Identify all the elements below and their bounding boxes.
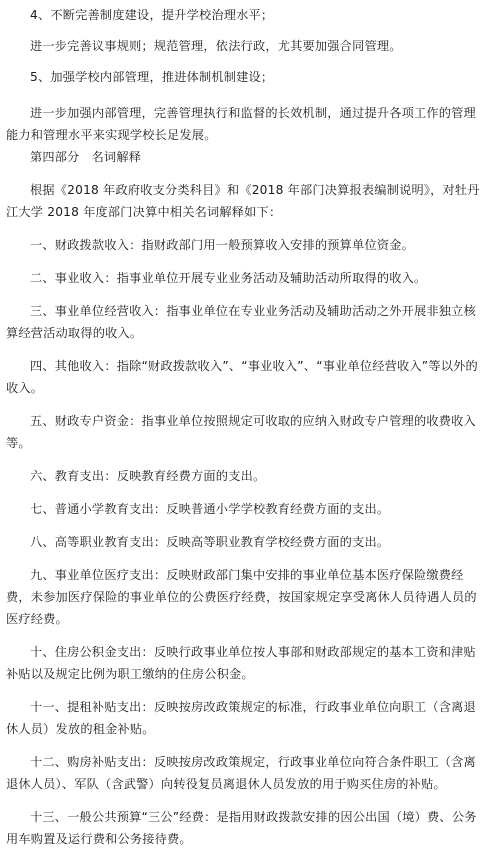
term-3: 三、事业单位经营收入：指事业单位在专业业务活动及辅助活动之外开展非独立核算经营活动取得的收入。 xyxy=(6,304,476,340)
section-label: 第四部分 xyxy=(30,150,80,164)
term-4: 四、其他收入：指除“财政拨款收入”、“事业收入”、“事业单位经营收入”等以外的收入。 xyxy=(6,359,478,395)
term-9: 九、事业单位医疗支出：反映财政部门集中安排的事业单位基本医疗保险缴费经费，未参加医疗保险的事业单位的公费医疗经费，按国家规定享受离休人员待遇人员的医疗经费。 xyxy=(6,568,477,626)
paragraph-item-5-detail: 进一步加强内部管理，完善管理执行和监督的长效机制，通过提升各项工作的管理能力和管理水平来实现学校长足发展。 xyxy=(6,106,476,142)
section-title: 名词解释 xyxy=(91,150,142,164)
term-6: 六、教育支出：反映教育经费方面的支出。 xyxy=(30,469,266,483)
term-1: 一、财政拨款收入：指财政部门用一般预算收入安排的预算单位资金。 xyxy=(30,238,415,252)
term-8: 八、高等职业教育支出：反映高等职业教育学校经费方面的支出。 xyxy=(30,535,390,549)
term-7: 七、普通小学教育支出：反映普通小学学校教育经费方面的支出。 xyxy=(30,502,390,516)
term-11: 十一、提租补贴支出：反映按房改政策规定的标准，行政事业单位向职工（含离退休人员）发放的租金补贴。 xyxy=(6,700,476,736)
paragraph-item-5: 5、加强学校内部管理，推进体制机制建设； xyxy=(30,70,274,84)
term-5: 五、财政专户资金：指事业单位按照规定可收取的应纳入财政专户管理的收费收入等。 xyxy=(6,414,476,450)
term-13: 十三、一般公共预算“三公”经费：是指用财政拨款安排的因公出国（境）费、公务用车购置及运行费和公务接待费。 xyxy=(6,810,477,846)
term-10: 十、住房公积金支出：反映行政事业单位按人事部和财政部规定的基本工资和津贴补贴以及规定比例为职工缴纳的住房公积金。 xyxy=(6,645,476,681)
section-heading xyxy=(6,146,480,168)
term-2: 二、事业收入：指事业单位开展专业业务活动及辅助活动所取得的收入。 xyxy=(30,271,427,285)
paragraph-item-4: 4、不断完善制度建设，提升学校治理水平； xyxy=(30,8,274,22)
paragraph-item-4-detail: 进一步完善议事规则；规范管理，依法行政，尤其要加强合同管理。 xyxy=(30,39,402,53)
term-12: 十二、购房补贴支出：反映按房改政策规定，行政事业单位向符合条件职工（含离退休人员）、军队（含武警）向转役复员离退休人员发放的用于购买住房的补贴。 xyxy=(6,755,476,791)
intro-paragraph: 根据《2018 年政府收支分类科目》和《2018 年部门决算报表编制说明》，对牡丹江大学 2018 年度部门决算中相关名词解释如下： xyxy=(6,183,480,219)
